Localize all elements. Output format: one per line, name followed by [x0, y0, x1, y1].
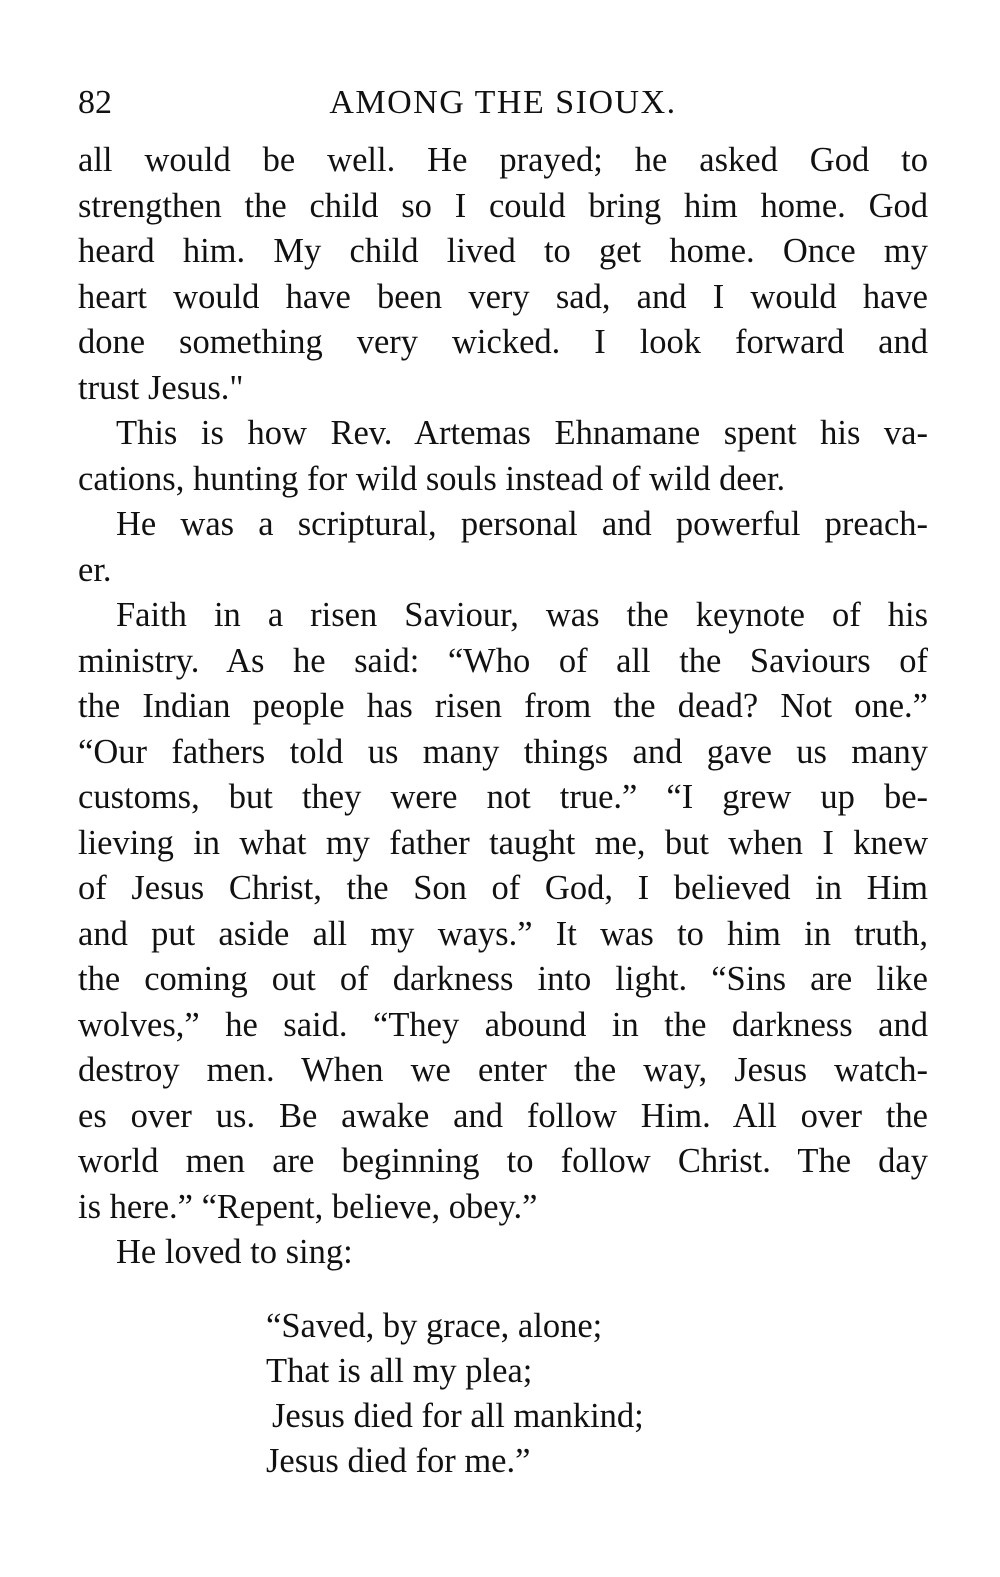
text-line: strengthen the child so I could bring him home. God: [78, 186, 928, 225]
text-line: cations, hunting for wild souls instead of wild deer.: [78, 459, 786, 498]
paragraph-continuation: [78, 138, 928, 411]
text-line: “Our fathers told us many things and gave us many: [78, 732, 928, 771]
text-line: of Jesus Christ, the Son of God, I believed in Him: [78, 869, 928, 907]
paragraph-vacations: [78, 411, 928, 502]
paragraph-preacher: [78, 502, 928, 593]
text-line: customs, but they were not true.” “I grew up be-: [78, 778, 928, 816]
text-line: er.: [78, 550, 112, 589]
text-line: heard him. My child lived to get home. Once my: [78, 232, 928, 270]
verse-line: “Saved, by grace, alone;: [266, 1306, 603, 1345]
text-line: He loved to sing:: [116, 1233, 353, 1271]
text-line: destroy men. When we enter the way, Jesus watch-: [78, 1051, 928, 1089]
verse-line: Jesus died for all mankind;: [272, 1396, 644, 1435]
text-line: es over us. Be awake and follow Him. All over the: [78, 1096, 928, 1135]
book-page: [78, 80, 928, 1484]
text-line: the Indian people has risen from the dead? Not one.”: [78, 687, 928, 725]
text-line: done something very wicked. I look forward and: [78, 323, 928, 361]
body-text: [78, 138, 928, 1276]
text-line: He was a scriptural, personal and powerful preach-: [116, 505, 928, 543]
verse-line: Jesus died for me.”: [266, 1441, 531, 1480]
text-line: heart would have been very sad, and I would have: [78, 277, 928, 316]
text-line: wolves,” he said. “They abound in the darkness and: [78, 1005, 928, 1044]
text-line: all would be well. He prayed; he asked God to: [78, 141, 928, 179]
text-line: and put aside all my ways.” It was to him in truth,: [78, 914, 928, 953]
page-header: [78, 80, 928, 126]
text-line: lieving in what my father taught me, but when I knew: [78, 823, 928, 862]
text-line: world men are beginning to follow Christ. The day: [78, 1142, 928, 1180]
paragraph-faith: [78, 593, 928, 1230]
paragraph-sing: [78, 1230, 928, 1276]
page-number: 82: [78, 84, 112, 121]
hymn-verse: [266, 1304, 928, 1484]
text-line: the coming out of darkness into light. “Sins are like: [78, 960, 928, 998]
text-line: trust Jesus.": [78, 368, 244, 407]
text-line: ministry. As he said: “Who of all the Saviours of: [78, 641, 928, 680]
text-line: This is how Rev. Artemas Ehnamane spent his va-: [116, 414, 928, 452]
text-line: is here.” “Repent, believe, obey.”: [78, 1187, 538, 1226]
running-title: AMONG THE SIOUX.: [329, 84, 677, 121]
verse-line: That is all my plea;: [266, 1351, 533, 1390]
text-line: Faith in a risen Saviour, was the keynote of his: [116, 596, 928, 634]
